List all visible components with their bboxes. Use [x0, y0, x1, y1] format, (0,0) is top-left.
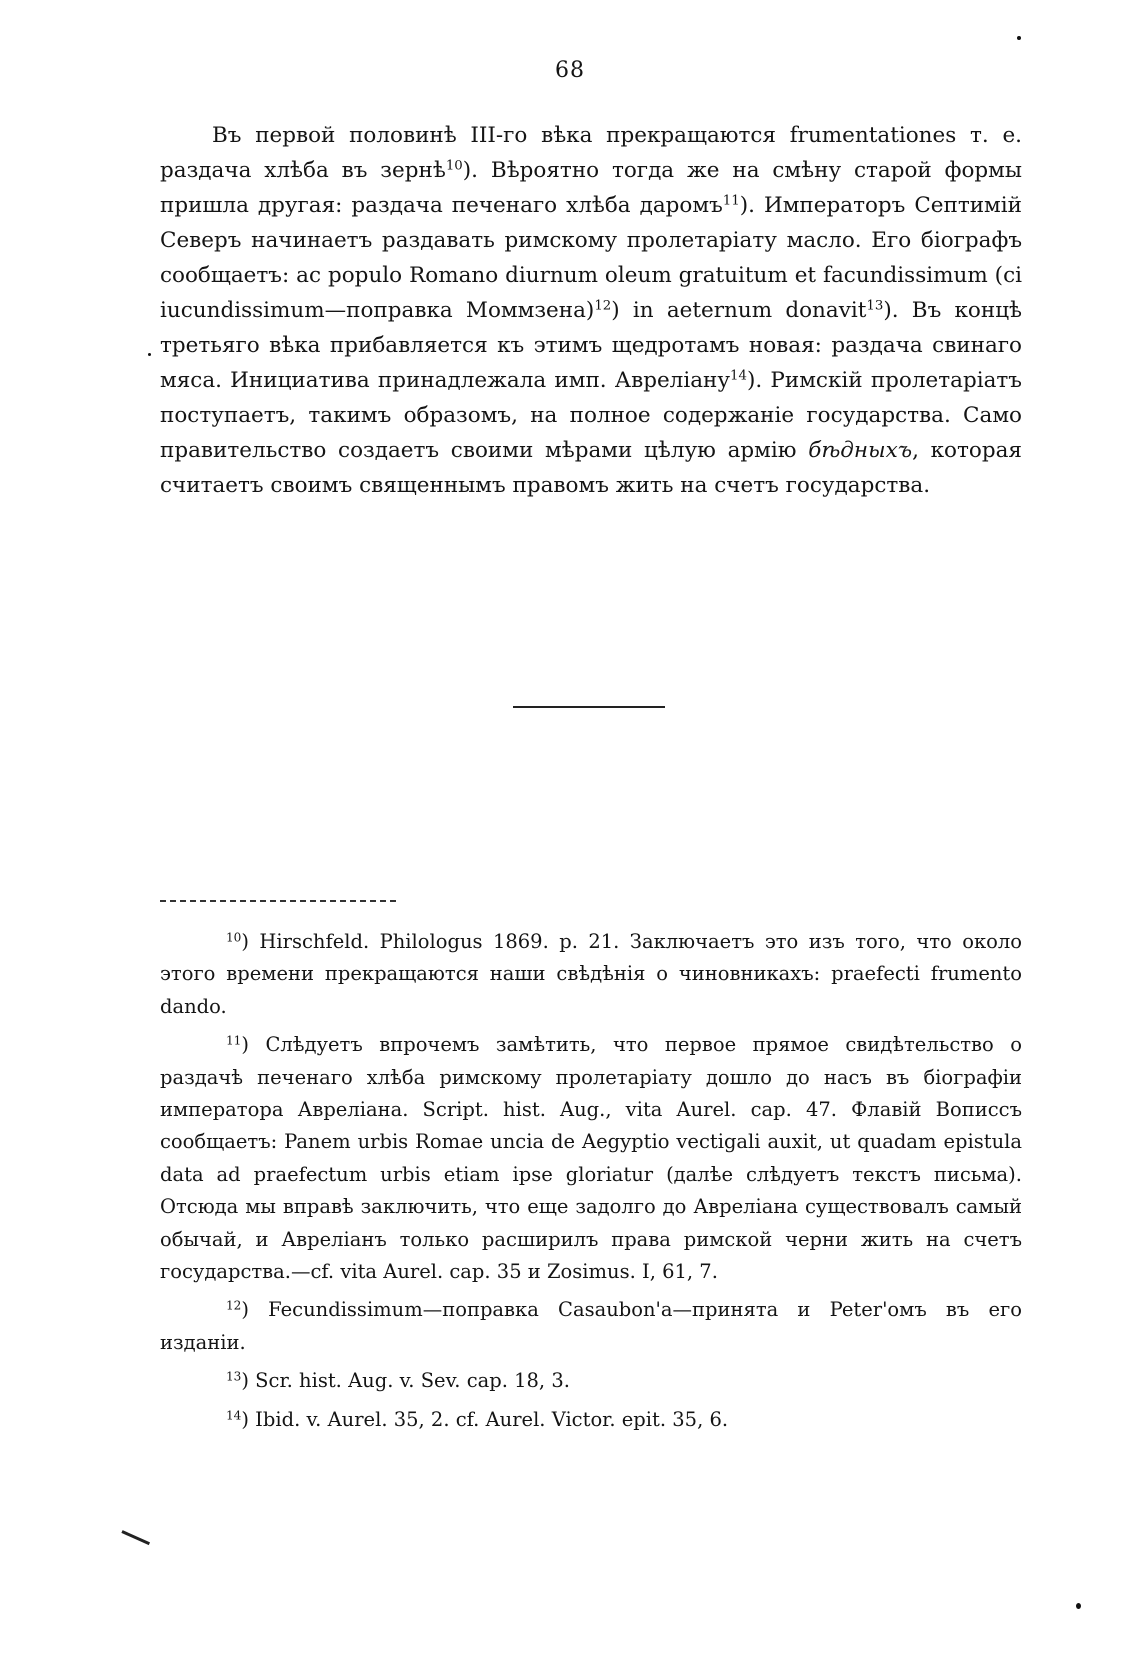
scan-speck — [1076, 1603, 1081, 1609]
main-text-segment: ). Вѣроятно тогда же на смѣну старой формы пришла другая: раздача печенаго хлѣба даромъ — [160, 158, 1023, 218]
main-text-segment: Въ первой половинѣ III-го вѣка прекращаются frumentationes т. е. раздача хлѣба въ зернѣ — [160, 123, 1022, 183]
page-number: 68 — [555, 58, 585, 83]
footnote-number: 13 — [226, 1369, 242, 1384]
footnote-text: ) Hirschfeld. Philologus 1869. p. 21. Заключаетъ это изъ того, что около этого времени прекращаются наши свѣдѣнія о чиновникахъ: praefecti frumento dando. — [160, 930, 1022, 1018]
scan-stroke-mark — [121, 1530, 150, 1545]
main-text-segment: ) in aeternum donavit — [611, 298, 867, 323]
footnote-text: ) Fecundissimum—поправка Casaubon'а—принята и Peter'омъ въ его изданіи. — [160, 1298, 1022, 1354]
footnote-text: ) Scr. hist. Aug. v. Sev. cap. 18, 3. — [241, 1369, 570, 1393]
footnotes — [160, 926, 1022, 1442]
footnote-separator — [160, 900, 396, 902]
main-text-segment: ). Въ концѣ третьяго вѣка прибавляется къ этимъ щедротамъ новая: раздача свинаго мяса. Инициатива принадлежала имп. Авреліану — [160, 298, 1022, 393]
main-text-segment: ). Императоръ Септимій Северъ начинаетъ раздавать римскому пролетаріату масло. Его біографъ сообщаетъ: ac populo Romano diurnum oleum gratuitum et facundissimum (ci iucundissimum—поправка Моммзена) — [160, 193, 1022, 323]
footnote-ref-11: 11 — [722, 193, 740, 209]
footnote-ref-14: 14 — [730, 368, 747, 384]
footnote-12 — [160, 1294, 1022, 1359]
section-divider — [513, 706, 665, 708]
main-paragraph — [160, 118, 1022, 503]
footnote-number: 10 — [226, 930, 242, 945]
footnote-number: 11 — [226, 1033, 242, 1048]
footnote-14 — [160, 1404, 1022, 1436]
footnote-ref-10: 10 — [445, 158, 463, 174]
footnote-number: 14 — [226, 1408, 242, 1423]
footnote-number: 12 — [226, 1298, 242, 1313]
footnote-text: ) Ibid. v. Aurel. 35, 2. cf. Aurel. Victor. epit. 35, 6. — [241, 1407, 729, 1431]
footnote-13 — [160, 1365, 1022, 1397]
main-text-segment: ). Римскій пролетаріатъ поступаетъ, такимъ образомъ, на полное содержаніе государства. Само правительство создаетъ своими мѣрами цѣлую армію — [160, 368, 1022, 463]
footnote-ref-13: 13 — [866, 298, 884, 314]
footnote-ref-12: 12 — [594, 298, 612, 314]
footnote-text: ) Слѣдуетъ впрочемъ замѣтить, что первое прямое свидѣтельство о раздачѣ печенаго хлѣба римскому пролетаріату дошло до насъ въ біографіи императора Авреліана. Script. hist. Aug., vita Aurel. cap. 47. Флавій Вописсъ сообщаетъ: Panem urbis Romae uncia de Aegyptio vectigali auxit, ut quadam epistula data ad praefectum urbis etiam ipse gloriatur (далѣе слѣдуетъ текстъ письма). Отсюда мы вправѣ заключить, что еще задолго до Авреліана существовалъ самый обычай, и Авреліанъ только расширилъ права римской черни жить на счетъ государства.—cf. vita Aurel. cap. 35 и Zosimus. I, 61, 7. — [160, 1033, 1022, 1284]
scan-speck — [1017, 36, 1021, 40]
main-text-segment: , которая считаетъ своимъ священнымъ правомъ жить на счетъ государства. — [160, 438, 1022, 498]
footnote-11 — [160, 1029, 1022, 1288]
footnote-10 — [160, 926, 1022, 1023]
emphasized-word: бѣдныхъ — [808, 438, 913, 463]
scan-speck — [148, 353, 151, 356]
